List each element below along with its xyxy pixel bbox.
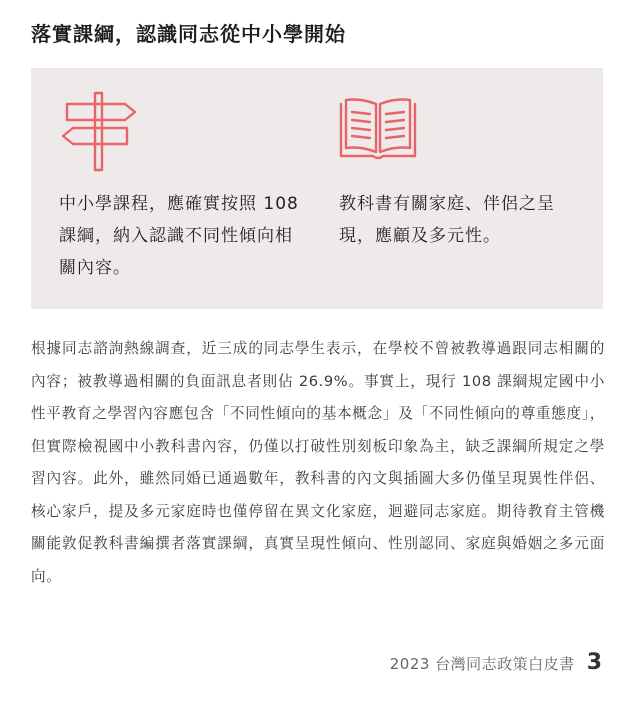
page-title: 落實課綱，認識同志從中小學開始 xyxy=(31,22,346,46)
signpost-icon xyxy=(59,90,139,174)
page-footer xyxy=(390,650,602,675)
curriculum-recommendation: 中小學課程，應確實按照 108 課綱，納入認識不同性傾向相關內容。 xyxy=(59,194,299,278)
open-book-icon xyxy=(339,96,417,162)
textbook-recommendation: 教科書有關家庭、伴侶之呈現，應顧及多元性。 xyxy=(339,194,555,246)
publication-title: 2023 台灣同志政策白皮書 xyxy=(389,655,575,673)
page-number: 3 xyxy=(586,650,602,675)
body-paragraph: 根據同志諮詢熱線調查，近三成的同志學生表示，在學校不曾被教導過跟同志相關的內容；被教導過相關的負面訊息者則佔 26.9%。事實上，現行 108 課綱規定國中小性平教育之學習內容應包含「不同性傾向的基本概念」及「不同性傾向的尊重態度」，但實際檢視國中小教科書內容，仍僅以打破性別刻板印象為主，缺乏課綱所規定之學習內容。此外，雖然同婚已通過數年，教科書的內文與插圖大多仍僅呈現異性伴侶、核心家戶，提及多元家庭時也僅停留在異文化家庭，迴避同志家庭。期待教育主管機關能敦促教科書編撰者落實課綱，真實呈現性傾向、性別認同、家庭與婚姻之多元面向。 xyxy=(31,340,605,585)
info-box xyxy=(31,68,603,309)
